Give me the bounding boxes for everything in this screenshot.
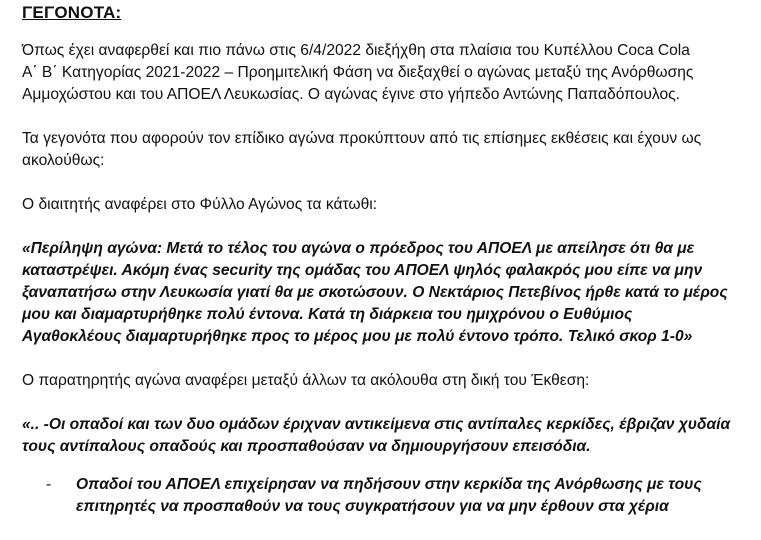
text-line: Οπαδοί του ΑΠΟΕΛ επιχείρησαν να πηδήσουν στην κερκίδα της Ανόρθωσης με τους: [76, 476, 702, 493]
referee-quote: [22, 238, 750, 348]
text-line: ακολούθως:: [22, 152, 105, 169]
text-line: «.. -Οι οπαδοί και των δυο ομάδων έριχναν αντικείμενα στις αντίπαλες κερκίδες, έβριζαν χυδαία: [22, 416, 731, 433]
observer-quote: [22, 414, 750, 458]
paragraph-facts-intro: [22, 128, 747, 172]
text-line: τους αντίπαλους οπαδούς και προσπαθούσαν να δημιουργήσουν επεισόδια.: [22, 438, 591, 455]
bullet-text: [76, 474, 750, 518]
text-line: «Περίληψη αγώνα: Μετά το τέλος του αγώνα ο πρόεδρος του ΑΠΟΕΛ με απείλησε ότι θα με: [22, 240, 695, 257]
text-line: Ο παρατηρητής αγώνα αναφέρει μεταξύ άλλων τα ακόλουθα στη δική του Έκθεση:: [22, 372, 590, 389]
text-line: Α΄ Β΄ Κατηγορίας 2021-2022 – Προημιτελική Φάση να διεξαχθεί ο αγώνας μεταξύ της Ανόρθωσης: [22, 64, 694, 81]
section-heading: ΓΕΓΟΝΟΤΑ:: [22, 3, 122, 22]
text-line: καταστρέψει. Ακόμη ένας security της ομάδας του ΑΠΟΕΛ ψηλός φαλακρός μου είπε να μην: [22, 262, 703, 279]
text-line: Τα γεγονότα που αφορούν τον επίδικο αγώνα προκύπτουν από τις επίσημες εκθέσεις και έχουν ως: [22, 130, 702, 147]
text-line: επιτηρητές να προσπαθούν να τους συγκρατήσουν για να μην έρθουν στα χέρια: [76, 498, 669, 515]
paragraph-observer-intro: [22, 370, 747, 392]
bullet-marker: -: [46, 476, 52, 493]
paragraph-referee-intro: [22, 194, 747, 216]
text-line: Ο διαιτητής αναφέρει στο Φύλλο Αγώνος τα κάτωθι:: [22, 196, 378, 213]
text-line: Αγαθοκλέους διαμαρτυρήθηκε προς το μέρος μου με πολύ έντονο τρόπο. Τελικό σκορ 1-0»: [22, 328, 693, 345]
paragraph-background: [22, 40, 747, 106]
text-line: Όπως έχει αναφερθεί και πιο πάνω στις 6/4/2022 διεξήχθη στα πλαίσια του Κυπέλλου Coca Cola: [22, 42, 690, 59]
text-line: ξαναπατήσω στην Λευκωσία γιατί θα με σκοτώσουν. Ο Νεκτάριος Πετεβίνος ήρθε κατά το μέρος: [22, 284, 728, 301]
text-line: Αμμοχώστου και του ΑΠΟΕΛ Λευκωσίας. Ο αγώνας έγινε στο γήπεδο Αντώνης Παπαδόπουλος.: [22, 86, 680, 103]
text-line: μου και διαμαρτυρήθηκε πολύ έντονα. Κατά τη διάρκεια του ημιχρόνου ο Ευθύμιος: [22, 306, 633, 323]
